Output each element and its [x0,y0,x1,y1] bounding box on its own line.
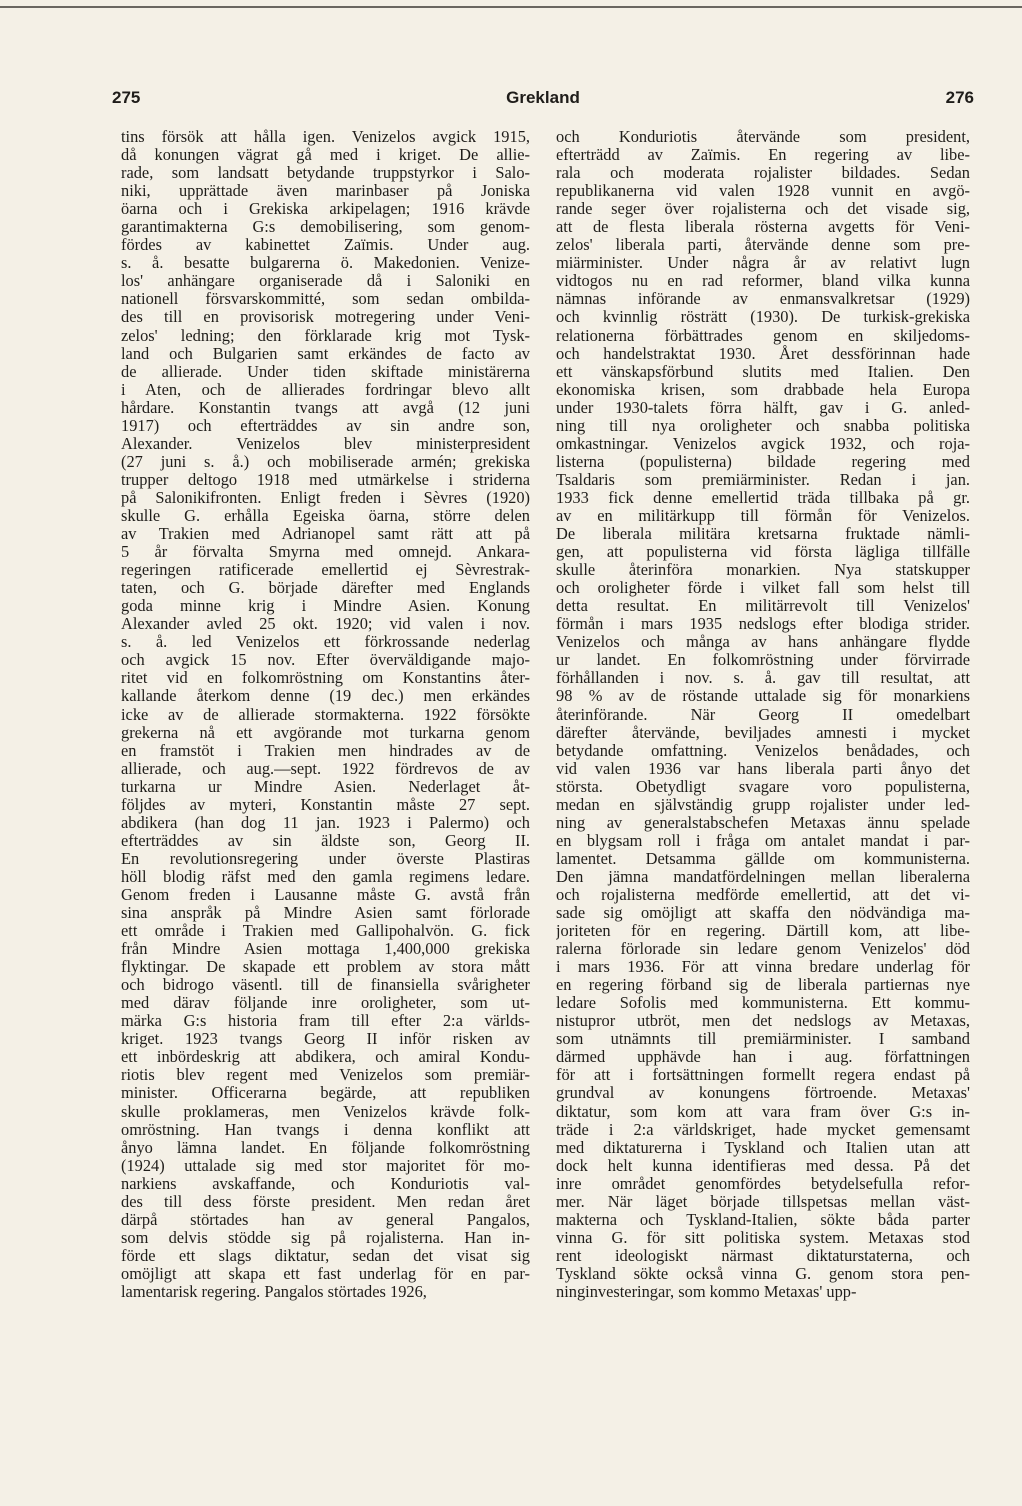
text-line: och Konduriotis återvände som president, [556,128,970,146]
text-line: och avgick 15 nov. Efter överväldigande majo- [121,651,530,670]
text-line: ett område i Trakien med Gallipohalvön. G. fick [121,922,530,941]
text-line: inre området genomfördes betydelsefulla refor- [556,1174,970,1193]
text-line: zelos' ledning; den förklarade krig mot Tysk- [121,326,530,345]
text-line: och rojalisterna medförde emellertid, att det vi- [556,885,970,904]
text-line: Tsaldaris som premiärminister. Redan i jan. [556,470,970,489]
text-line: vinna G. för sitt politiska system. Metaxas stod [556,1228,970,1247]
text-line: förmån i mars 1935 nedslogs efter blodiga strider. [556,615,970,634]
text-line: med därav följande inre oroligheter, som ut- [121,994,530,1013]
left-text-column [121,128,530,1428]
text-line: i mars 1936. För att vinna bredare underlag för [556,958,970,977]
text-line: mer. När läget började tillspetsas mellan väst- [556,1192,970,1211]
text-line: av Trakien med Adrianopel samt rätt att på [121,525,530,544]
text-line: en regering förband sig de liberala partiernas nye [556,976,970,995]
text-line: Genom freden i Lausanne måste G. avstå från [121,885,530,904]
text-line: (1924) uttalade sig med stor majoritet för mo- [121,1156,530,1175]
text-line: ånyo lämna landet. En följande folkomröstning [121,1138,530,1157]
text-line: riotis blev regent med Venizelos som premiär- [121,1066,530,1085]
text-line: största. Obetydligt svagare voro populisterna, [556,777,970,796]
text-line: En revolutionsregering under överste Plastiras [121,849,530,868]
page-number-left: 275 [112,88,141,107]
text-line: omöjligt att skapa ett fast underlag för en par- [121,1264,530,1283]
text-line: turkarna ur Mindre Asien. Nederlaget åt- [121,777,530,796]
text-line: nistupror utbröt, men det nedslogs av Metaxas, [556,1012,970,1031]
text-line: medan en självständig grupp rojalister under led- [556,795,970,814]
text-line: allierade, och aug.—sept. 1922 fördrevos de av [121,759,530,778]
page-top-rule [0,6,1022,8]
text-line: därefter återvände, beviljades amnesti i mycket [556,723,970,742]
text-line: efterträddes av sin äldste son, Georg II. [121,831,530,850]
text-line: Alexander avled 25 okt. 1920; vid valen i nov. [121,615,530,634]
running-title: Grekland [506,88,580,107]
text-line: efterträdd av Zaïmis. En regering av libe- [556,146,970,165]
text-line: då konungen vägrat gå med i kriget. De allie- [121,146,530,165]
text-line: relationerna förbättrades genom en skiljedoms- [556,326,970,345]
text-line: betydande omfattning. Venizelos benådades, och [556,741,970,760]
text-line: vid valen 1936 var hans liberala parti ånyo det [556,759,970,778]
text-line: ning av generalstabschefen Metaxas ännu spelade [556,813,970,832]
text-line: rent ideologiskt närmast diktaturstaterna, och [556,1246,970,1265]
text-line: 1933 fick denne emellertid träda tillbaka på gr. [556,488,970,507]
text-line: des till en provisorisk motregering under Veni- [121,308,530,327]
text-line: och kvinnlig rösträtt (1930). De turkisk-grekiska [556,308,970,327]
text-line: därpå störtades han av general Pangalos, [121,1210,530,1229]
text-line: gen, att populisterna vid första lägliga tillfälle [556,543,970,562]
text-line: som delvis stödde sig på rojalisterna. Han in- [121,1228,530,1247]
text-line: regeringen ratificerade emellertid ej Sèvrestrak- [121,561,530,580]
text-line: skulle proklameras, men Venizelos krävde folk- [121,1102,530,1121]
text-line: sade sig omöjligt att skaffa den nödvändiga ma- [556,904,970,923]
text-line: narkiens avskaffande, och Konduriotis val- [121,1174,530,1193]
text-line: ur landet. En folkomröstning under förvirrade [556,651,970,670]
text-line: sina anspråk på Mindre Asien samt förlorade [121,904,530,923]
text-line: republikanerna vid valen 1928 vunnit en avgö- [556,182,970,201]
text-line: av en militärkupp till förmån för Venizelos. [556,506,970,525]
text-line: öarna och i Grekiska arkipelagen; 1916 krävde [121,200,530,219]
text-line: De liberala militära kretsarna fruktade nämli- [556,525,970,544]
text-line: förhållanden i nov. s. å. gav till resultat, att [556,669,970,688]
text-line: från Mindre Asien mottaga 1,400,000 grekiska [121,940,530,959]
text-line: som utnämnts till premiärminister. I samband [556,1030,970,1049]
text-line: zelos' liberala parti, återvände denne som pre- [556,236,970,255]
text-line: Alexander. Venizelos blev ministerpresident [121,434,530,453]
page-number-right: 276 [945,88,974,107]
text-line: dock helt kunna identifieras med dessa. På det [556,1156,970,1175]
text-line: för att i fortsättningen formellt regera endast på [556,1066,970,1085]
text-line: listerna (populisterna) bildade regering med [556,452,970,471]
text-line: ralerna förlorade sin ledare genom Venizelos' död [556,940,970,959]
text-line: därmed upphävde han i aug. författningen [556,1048,970,1067]
text-line: diktatur, som kom att vara fram över G:s in- [556,1102,970,1121]
text-line: makterna och Tyskland-Italien, sökte båda parter [556,1210,970,1229]
text-line: och handelstraktat 1930. Året dessförinnan hade [556,344,970,363]
text-line: kallande återkom denne (19 dec.) men erkändes [121,687,530,706]
text-line: omkastningar. Venizelos avgick 1932, och roja- [556,434,970,453]
text-line: skulle återinföra monarkien. Nya statskupper [556,561,970,580]
text-line: återinförande. När Georg II omedelbart [556,705,970,724]
text-line: ledare Sofolis med kommunisterna. Ett kommu- [556,994,970,1013]
text-line: icke av de allierade stormakterna. 1922 försökte [121,705,530,724]
text-line: med diktaturerna i Tyskland och Italien utan att [556,1138,970,1157]
text-line: goda minne krig i Mindre Asien. Konung [121,597,530,616]
right-text-column [556,128,970,1428]
text-line: lamentarisk regering. Pangalos störtades 1926, [121,1283,427,1301]
text-line: des till dess förste president. Men redan året [121,1192,530,1211]
text-line: de allierade. Under tiden skiftade ministärerna [121,362,530,381]
text-line: Tyskland sökte också vinna G. genom stora pen- [556,1264,970,1283]
text-line: ett vänskapsförbund slutits med Italien. Den [556,362,970,381]
text-line: s. å. besatte bulgarerna ö. Makedonien. Venize- [121,254,530,273]
text-line: detta resultat. En militärrevolt till Venizelos' [556,597,970,616]
text-line: 98 % av de röstande uttalade sig för monarkiens [556,687,970,706]
text-line: ritet vid en folkomröstning om Konstantins åter- [121,669,530,688]
text-line: Venizelos och många av hans anhängare flydde [556,633,970,652]
text-line: los' anhängare organiserade då i Saloniki en [121,272,530,291]
text-line: joriteten för en regering. Därtill kom, att libe- [556,922,970,941]
text-line: omröstning. Han tvangs i denna konflikt att [121,1120,530,1139]
text-line: taten, och G. började därefter med Englands [121,579,530,598]
text-line: under 1930-talets förra hälft, gav i G. anled- [556,398,970,417]
text-line: ett inbördeskrig att abdikera, och amiral Kondu- [121,1048,530,1067]
text-line: en blygsam roll i fråga om antalet mandat i par- [556,831,970,850]
text-line: rala och moderata rojalister bildades. Sedan [556,164,970,183]
text-line: rade, som landsatt betydande truppstyrkor i Salo- [121,164,530,183]
text-line: kriget. 1923 tvangs Georg II inför risken av [121,1030,530,1049]
text-line: land och Bulgarien samt erkändes de facto av [121,344,530,363]
text-line: skulle G. erhålla Egeiska öarna, större delen [121,506,530,525]
text-line: förde ett slags diktatur, sedan det visat sig [121,1246,530,1265]
text-line: trupper deltogo 1918 med utmärkelse i striderna [121,470,530,489]
running-header [112,88,974,114]
text-line: följdes av myteri, Konstantin måste 27 sept. [121,795,530,814]
text-line: och bidrogo väsentl. till de finansiella svårigheter [121,976,530,995]
text-line: s. å. led Venizelos ett förkrossande nederlag [121,633,530,652]
text-line: och oroligheter förde i vilket fall som helst till [556,579,970,598]
text-line: grundval av konungens förtroende. Metaxas' [556,1084,970,1103]
text-line: märka G:s historia fram till efter 2:a världs- [121,1012,530,1031]
text-line: garantimakterna G:s demobilisering, som genom- [121,218,530,237]
text-line: grekerna nå ett avgörande mot turkarna genom [121,723,530,742]
text-line: att de flesta liberala rösterna avgetts för Veni- [556,218,970,237]
text-line: i Aten, och de allierades fordringar blevo allt [121,380,530,399]
text-line: abdikera (han dog 11 jan. 1923 i Palermo) och [121,813,530,832]
text-line: fördes av kabinettet Zaïmis. Under aug. [121,236,530,255]
text-line: ning till nya oroligheter och snabba politiska [556,416,970,435]
text-line: niki, upprättade även marinbaser på Joniska [121,182,530,201]
text-line: tins försök att hålla igen. Venizelos avgick 1915, [121,128,530,146]
text-line: träde i 2:a världskriget, hade mycket gemensamt [556,1120,970,1139]
text-line: vidtogos nu en rad reformer, bland vilka kunna [556,272,970,291]
text-line: ekonomiska krisen, som drabbade hela Europa [556,380,970,399]
text-line: ninginvesteringar, som kommo Metaxas' upp- [556,1283,857,1301]
text-line: Den jämna mandatfördelningen mellan liberalerna [556,867,970,886]
text-line: miärminister. Under några år av relativt lugn [556,254,970,273]
text-line: flyktingar. De skapade ett problem av stora mått [121,958,530,977]
text-line: rande seger över rojalisterna och det visade sig, [556,200,970,219]
text-line: (27 juni s. å.) och mobiliserade armén; grekiska [121,452,530,471]
text-line: på Salonikifronten. Enligt freden i Sèvres (1920) [121,488,530,507]
text-line: hårdare. Konstantin tvangs att avgå (12 juni [121,398,530,417]
text-line: nationell försvarskommitté, som sedan ombilda- [121,290,530,309]
text-line: minister. Officerarna begärde, att republiken [121,1084,530,1103]
text-line: lamentet. Detsamma gällde om kommunisterna. [556,849,970,868]
text-line: 5 år förvalta Smyrna med omnejd. Ankara- [121,543,530,562]
text-line: 1917) och efterträddes av sin andre son, [121,416,530,435]
text-line: höll blodig räfst med den gamla regimens ledare. [121,867,530,886]
text-line: nämnas införande av enmansvalkretsar (1929) [556,290,970,309]
text-line: en framstöt i Trakien men hindrades av de [121,741,530,760]
